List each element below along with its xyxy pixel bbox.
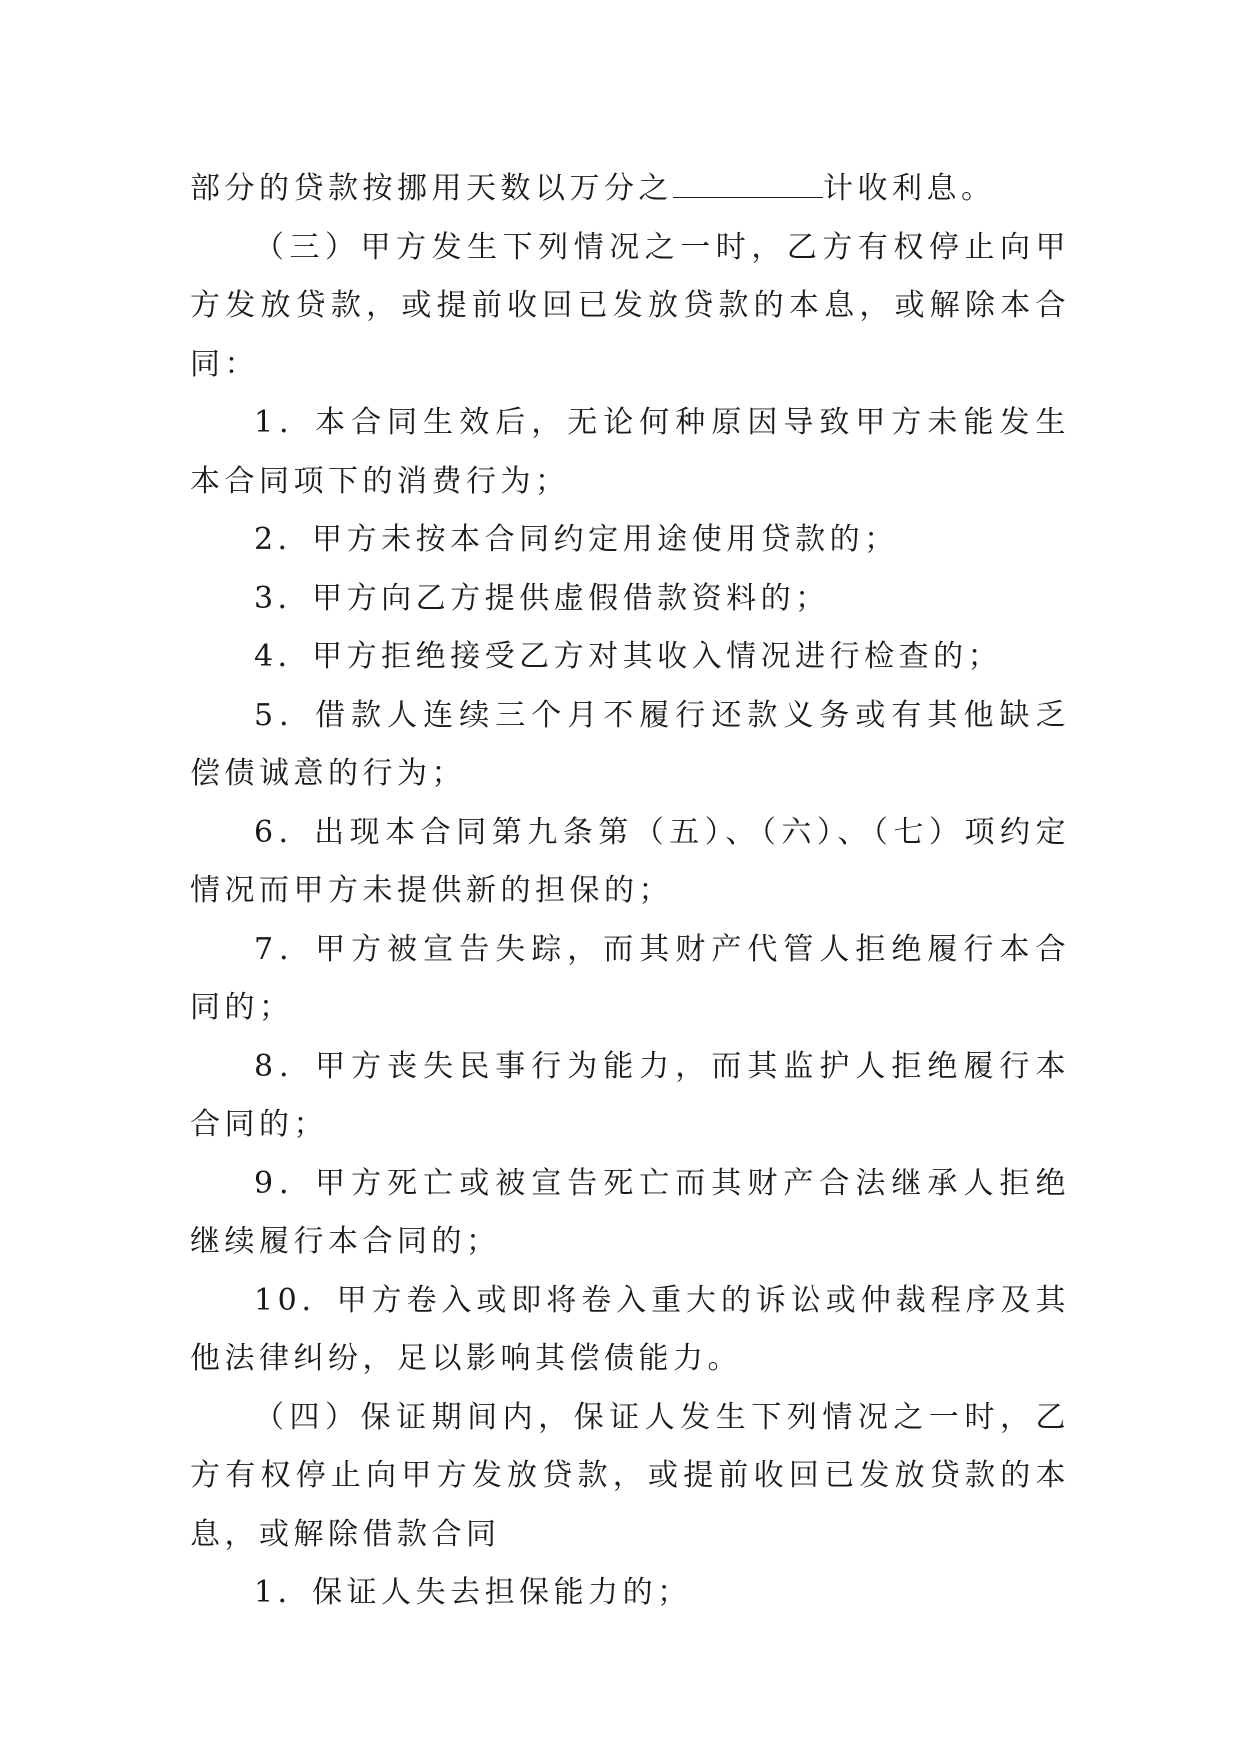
list-item-8: 8．甲方丧失民事行为能力，而其监护人拒绝履行本合同的； <box>190 1048 1070 1142</box>
paragraph-section-3: （三）甲方发生下列情况之一时，乙方有权停止向甲方发放贷款，或提前收回已发放贷款的本息，或解除本合同： <box>190 229 1070 382</box>
fill-in-blank <box>673 169 823 198</box>
paragraph-interest-clause <box>190 160 1070 219</box>
list-item-6: 6．出现本合同第九条第（五）、（六）、（七）项约定情况而甲方未提供新的担保的； <box>190 814 1070 908</box>
list-item-10: 10．甲方卷入或即将卷入重大的诉讼或仲裁程序及其他法律纠纷，足以影响其偿债能力。 <box>190 1282 1070 1376</box>
list-item-7: 7．甲方被宣告失踪，而其财产代管人拒绝履行本合同的； <box>190 931 1070 1025</box>
list-item-4: 4．甲方拒绝接受乙方对其收入情况进行检查的； <box>254 639 1003 674</box>
list-item-guarantor-1: 1．保证人失去担保能力的； <box>254 1575 692 1610</box>
paragraph-text: 计收利息。 <box>823 171 996 206</box>
list-item-9: 9．甲方死亡或被宣告死亡而其财产合法继承人拒绝继续履行本合同的； <box>190 1165 1070 1259</box>
paragraph-text: 部分的贷款按挪用天数以万分之 <box>190 171 673 206</box>
document-body <box>190 160 1070 1623</box>
list-item-2: 2．甲方未按本合同约定用途使用贷款的； <box>254 522 899 557</box>
paragraph-section-4: （四）保证期间内，保证人发生下列情况之一时，乙方有权停止向甲方发放贷款，或提前收回已发放贷款的本息，或解除借款合同 <box>190 1399 1070 1552</box>
list-item-1: 1．本合同生效后，无论何种原因导致甲方未能发生本合同项下的消费行为； <box>190 405 1070 499</box>
list-item-3: 3．甲方向乙方提供虚假借款资料的； <box>254 580 830 616</box>
list-item-5: 5．借款人连续三个月不履行还款义务或有其他缺乏偿债诚意的行为； <box>190 697 1070 791</box>
